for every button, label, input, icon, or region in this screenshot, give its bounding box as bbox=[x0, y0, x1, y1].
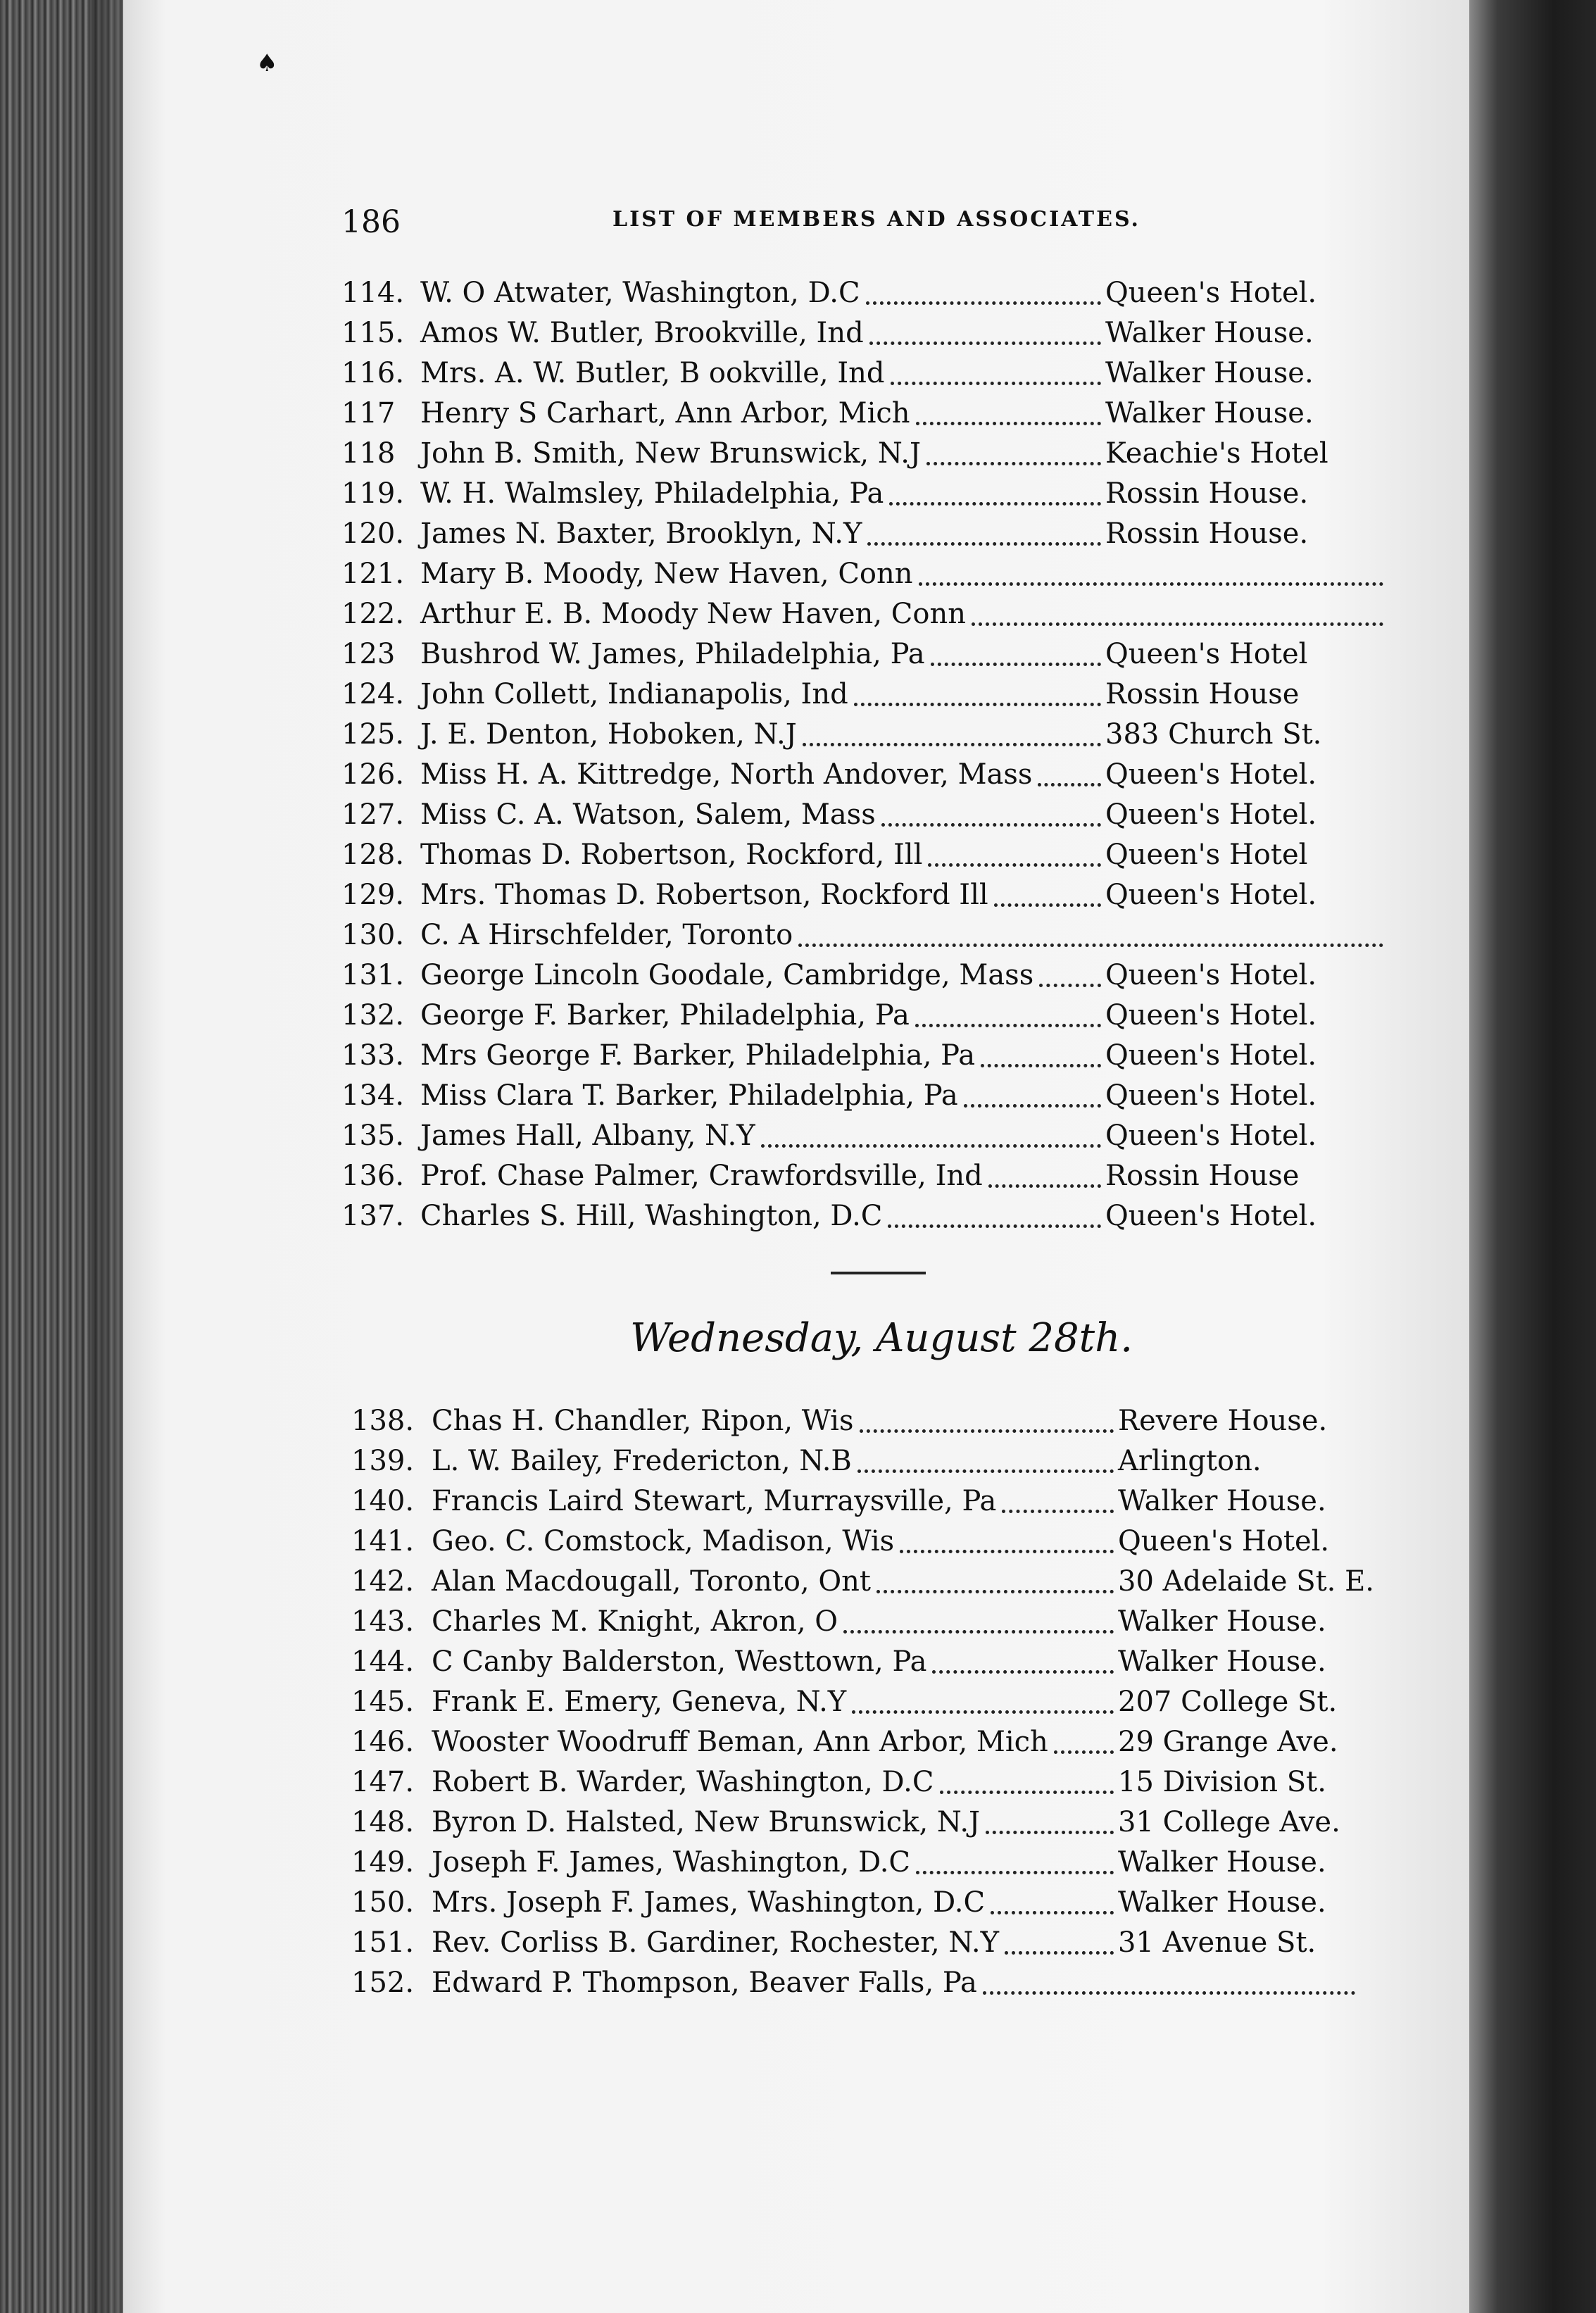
member-entry bbox=[341, 1116, 1397, 1156]
dot-leader bbox=[981, 1036, 1101, 1076]
entry-number: 126. bbox=[341, 758, 405, 791]
hotel-address: Queen's Hotel. bbox=[1105, 1120, 1317, 1152]
member-entry bbox=[341, 1156, 1397, 1196]
member-entry bbox=[341, 795, 1397, 835]
member-name: James N. Baxter, Brooklyn, N.Y bbox=[420, 518, 862, 550]
member-entry bbox=[341, 915, 1397, 955]
member-name: Miss Clara T. Barker, Philadelphia, Pa bbox=[420, 1079, 958, 1112]
member-name: George Lincoln Goodale, Cambridge, Mass bbox=[420, 959, 1034, 991]
entry-number: 140. bbox=[351, 1485, 415, 1517]
member-entry bbox=[341, 1722, 1397, 1762]
dot-leader bbox=[881, 795, 1101, 835]
entry-number: 115. bbox=[341, 317, 405, 349]
member-name: Bushrod W. James, Philadelphia, Pa bbox=[420, 638, 925, 670]
entry-number: 148. bbox=[351, 1806, 415, 1838]
member-entry bbox=[341, 1481, 1397, 1522]
entry-number: 151. bbox=[351, 1926, 415, 1959]
member-entry bbox=[341, 313, 1397, 353]
member-name: Chas H. Chandler, Ripon, Wis bbox=[432, 1405, 854, 1437]
member-name: Arthur E. B. Moody New Haven, Conn bbox=[420, 598, 966, 630]
hotel-address: Queen's Hotel. bbox=[1105, 277, 1317, 309]
entry-number: 132. bbox=[341, 999, 405, 1032]
member-entry bbox=[341, 1036, 1397, 1076]
entry-number: 138. bbox=[351, 1405, 415, 1437]
member-list-tuesday bbox=[341, 273, 1397, 1236]
entry-number: 114. bbox=[341, 277, 405, 309]
entry-number: 150. bbox=[351, 1886, 415, 1919]
dot-leader bbox=[857, 1441, 1114, 1481]
member-entry bbox=[341, 1682, 1397, 1722]
entry-number: 135. bbox=[341, 1120, 405, 1152]
entry-number: 123 bbox=[341, 638, 396, 670]
entry-number: 125. bbox=[341, 718, 405, 751]
entry-number: 134. bbox=[341, 1079, 405, 1112]
hotel-address: Walker House. bbox=[1105, 397, 1314, 430]
member-name: Mrs. Joseph F. James, Washington, D.C bbox=[432, 1886, 986, 1919]
entry-number: 116. bbox=[341, 357, 405, 389]
dot-leader bbox=[991, 1883, 1114, 1923]
member-entry bbox=[341, 1522, 1397, 1562]
dot-leader bbox=[803, 715, 1101, 755]
dot-leader bbox=[843, 1602, 1114, 1642]
member-entry bbox=[341, 1441, 1397, 1481]
entry-number: 149. bbox=[351, 1846, 415, 1879]
dot-leader bbox=[1038, 755, 1101, 795]
hotel-address: Walker House. bbox=[1118, 1646, 1326, 1678]
hotel-address: Queen's Hotel. bbox=[1118, 1525, 1330, 1557]
entry-number: 136. bbox=[341, 1160, 405, 1192]
dot-leader bbox=[852, 1682, 1114, 1722]
member-name: C. A Hirschfelder, Toronto bbox=[420, 919, 793, 951]
entry-number: 119. bbox=[341, 477, 405, 510]
member-entry bbox=[341, 1963, 1397, 2003]
dot-leader bbox=[940, 1762, 1114, 1803]
member-name: Miss H. A. Kittredge, North Andover, Mass bbox=[420, 758, 1033, 791]
hotel-address: Revere House. bbox=[1118, 1405, 1328, 1437]
entry-number: 144. bbox=[351, 1646, 415, 1678]
member-name: Henry S Carhart, Ann Arbor, Mich bbox=[420, 397, 910, 430]
dot-leader bbox=[867, 514, 1101, 554]
member-name: Mrs. Thomas D. Robertson, Rockford Ill bbox=[420, 879, 988, 911]
dot-leader bbox=[876, 1562, 1114, 1602]
hotel-address: 207 College St. bbox=[1118, 1686, 1338, 1718]
member-entry bbox=[341, 1642, 1397, 1682]
entry-number: 124. bbox=[341, 678, 405, 710]
entry-number: 137. bbox=[341, 1200, 405, 1232]
member-entry bbox=[341, 594, 1397, 634]
entry-number: 118 bbox=[341, 437, 396, 470]
hotel-address: Walker House. bbox=[1105, 357, 1314, 389]
hotel-address: Queen's Hotel. bbox=[1105, 1200, 1317, 1232]
member-entry bbox=[341, 1602, 1397, 1642]
member-name: W. O Atwater, Washington, D.C bbox=[420, 277, 860, 309]
hotel-address: 15 Division St. bbox=[1118, 1766, 1326, 1798]
entry-number: 147. bbox=[351, 1766, 415, 1798]
dot-leader bbox=[889, 474, 1101, 514]
hotel-address: Walker House. bbox=[1118, 1605, 1326, 1638]
entry-number: 129. bbox=[341, 879, 405, 911]
entry-number: 143. bbox=[351, 1605, 415, 1638]
hotel-address: Queen's Hotel. bbox=[1105, 999, 1317, 1032]
hotel-address: Keachie's Hotel bbox=[1105, 437, 1328, 470]
member-name: John B. Smith, New Brunswick, N.J bbox=[420, 437, 922, 470]
member-entry bbox=[341, 273, 1397, 313]
member-name: C Canby Balderston, Westtown, Pa bbox=[432, 1646, 927, 1678]
running-title: LIST OF MEMBERS AND ASSOCIATES. bbox=[612, 207, 1141, 232]
entry-number: 117 bbox=[341, 397, 396, 430]
hotel-address: Queen's Hotel. bbox=[1105, 798, 1317, 831]
member-name: James Hall, Albany, N.Y bbox=[420, 1120, 755, 1152]
member-entry bbox=[341, 715, 1397, 755]
dot-leader bbox=[928, 835, 1101, 875]
hotel-address: 31 Avenue St. bbox=[1118, 1926, 1317, 1959]
member-name: Miss C. A. Watson, Salem, Mass bbox=[420, 798, 876, 831]
entry-number: 121. bbox=[341, 558, 405, 590]
page-mark: ♠ bbox=[256, 49, 278, 77]
dot-leader bbox=[798, 915, 1383, 955]
hotel-address: Walker House. bbox=[1105, 317, 1314, 349]
member-name: George F. Barker, Philadelphia, Pa bbox=[420, 999, 910, 1032]
member-entry bbox=[341, 1196, 1397, 1236]
member-entry bbox=[341, 1562, 1397, 1602]
dot-leader bbox=[919, 554, 1383, 594]
entry-number: 128. bbox=[341, 839, 405, 871]
dot-leader bbox=[1054, 1722, 1114, 1762]
dot-leader bbox=[932, 1642, 1114, 1682]
hotel-address: Queen's Hotel. bbox=[1105, 959, 1317, 991]
entry-number: 130. bbox=[341, 919, 405, 951]
dot-leader bbox=[926, 434, 1101, 474]
hotel-address: 31 College Ave. bbox=[1118, 1806, 1340, 1838]
hotel-address: Rossin House bbox=[1105, 678, 1300, 710]
entry-number: 122. bbox=[341, 598, 405, 630]
hotel-address: Walker House. bbox=[1118, 1886, 1326, 1919]
member-entry bbox=[341, 1076, 1397, 1116]
member-name: Frank E. Emery, Geneva, N.Y bbox=[432, 1686, 847, 1718]
hotel-address: 29 Grange Ave. bbox=[1118, 1726, 1338, 1758]
member-entry bbox=[341, 955, 1397, 996]
member-entry bbox=[341, 755, 1397, 795]
member-entry bbox=[341, 675, 1397, 715]
dot-leader bbox=[761, 1116, 1101, 1156]
member-name: Rev. Corliss B. Gardiner, Rochester, N.Y bbox=[432, 1926, 999, 1959]
member-entry bbox=[341, 1762, 1397, 1803]
member-entry bbox=[341, 554, 1397, 594]
hotel-address: Rossin House bbox=[1105, 1160, 1300, 1192]
member-entry bbox=[341, 1883, 1397, 1923]
page-header bbox=[341, 204, 1271, 246]
member-entry bbox=[341, 875, 1397, 915]
member-entry bbox=[341, 434, 1397, 474]
entry-number: 145. bbox=[351, 1686, 415, 1718]
hotel-address: Queen's Hotel. bbox=[1105, 758, 1317, 791]
right-page-edge bbox=[1469, 0, 1596, 2313]
member-name: Mrs George F. Barker, Philadelphia, Pa bbox=[420, 1039, 976, 1072]
entry-number: 131. bbox=[341, 959, 405, 991]
dot-leader bbox=[854, 675, 1101, 715]
entry-number: 152. bbox=[351, 1967, 415, 1999]
page-number: 186 bbox=[341, 204, 401, 240]
entry-number: 146. bbox=[351, 1726, 415, 1758]
hotel-address: 383 Church St. bbox=[1105, 718, 1322, 751]
member-name: Geo. C. Comstock, Madison, Wis bbox=[432, 1525, 895, 1557]
member-name: Alan Macdougall, Toronto, Ont bbox=[432, 1565, 871, 1598]
dot-leader bbox=[972, 594, 1383, 634]
hotel-address: Queen's Hotel. bbox=[1105, 879, 1317, 911]
dot-leader bbox=[983, 1963, 1355, 2003]
dot-leader bbox=[964, 1076, 1101, 1116]
dot-leader bbox=[916, 394, 1101, 434]
hotel-address: Queen's Hotel bbox=[1105, 638, 1308, 670]
hotel-address: Rossin House. bbox=[1105, 477, 1309, 510]
entry-number: 141. bbox=[351, 1525, 415, 1557]
dot-leader bbox=[900, 1522, 1114, 1562]
member-entry bbox=[341, 996, 1397, 1036]
member-name: Mrs. A. W. Butler, B ookville, Ind bbox=[420, 357, 885, 389]
dot-leader bbox=[1002, 1481, 1114, 1522]
entry-number: 120. bbox=[341, 518, 405, 550]
member-name: L. W. Bailey, Fredericton, N.B bbox=[432, 1445, 852, 1477]
entry-number: 127. bbox=[341, 798, 405, 831]
hotel-address: 30 Adelaide St. E. bbox=[1118, 1565, 1375, 1598]
member-name: Mary B. Moody, New Haven, Conn bbox=[420, 558, 913, 590]
member-entry bbox=[341, 1401, 1397, 1441]
entry-number: 139. bbox=[351, 1445, 415, 1477]
hotel-address: Walker House. bbox=[1118, 1846, 1326, 1879]
entry-number: 142. bbox=[351, 1565, 415, 1598]
member-name: Charles M. Knight, Akron, O bbox=[432, 1605, 838, 1638]
dot-leader bbox=[988, 1156, 1101, 1196]
member-name: Edward P. Thompson, Beaver Falls, Pa bbox=[432, 1967, 977, 1999]
member-name: Prof. Chase Palmer, Crawfordsville, Ind bbox=[420, 1160, 983, 1192]
hotel-address: Queen's Hotel bbox=[1105, 839, 1308, 871]
dot-leader bbox=[915, 996, 1101, 1036]
member-entry bbox=[341, 1843, 1397, 1883]
hotel-address: Queen's Hotel. bbox=[1105, 1079, 1317, 1112]
member-entry bbox=[341, 353, 1397, 394]
hotel-address: Walker House. bbox=[1118, 1485, 1326, 1517]
member-name: Joseph F. James, Washington, D.C bbox=[432, 1846, 911, 1879]
hotel-address: Arlington. bbox=[1118, 1445, 1262, 1477]
dot-leader bbox=[931, 634, 1101, 675]
hotel-address: Rossin House. bbox=[1105, 518, 1309, 550]
member-name: Byron D. Halsted, New Brunswick, N.J bbox=[432, 1806, 981, 1838]
dot-leader bbox=[860, 1401, 1114, 1441]
member-name: W. H. Walmsley, Philadelphia, Pa bbox=[420, 477, 884, 510]
member-name: Charles S. Hill, Washington, D.C bbox=[420, 1200, 883, 1232]
member-name: Robert B. Warder, Washington, D.C bbox=[432, 1766, 934, 1798]
member-name: Thomas D. Robertson, Rockford, Ill bbox=[420, 839, 923, 871]
member-entry bbox=[341, 634, 1397, 675]
member-name: John Collett, Indianapolis, Ind bbox=[420, 678, 848, 710]
dot-leader bbox=[1005, 1923, 1114, 1963]
member-name: Wooster Woodruff Beman, Ann Arbor, Mich bbox=[432, 1726, 1048, 1758]
member-list-wednesday bbox=[341, 1401, 1397, 2003]
member-entry bbox=[341, 474, 1397, 514]
dot-leader bbox=[888, 1196, 1101, 1236]
member-entry bbox=[341, 835, 1397, 875]
section-divider bbox=[831, 1272, 926, 1274]
dot-leader bbox=[1039, 955, 1101, 996]
member-name: Amos W. Butler, Brookville, Ind bbox=[420, 317, 864, 349]
section-heading: Wednesday, August 28th. bbox=[630, 1315, 1133, 1361]
member-entry bbox=[341, 1923, 1397, 1963]
dot-leader bbox=[994, 875, 1101, 915]
dot-leader bbox=[891, 353, 1101, 394]
entry-number: 133. bbox=[341, 1039, 405, 1072]
dot-leader bbox=[866, 273, 1101, 313]
hotel-address: Queen's Hotel. bbox=[1105, 1039, 1317, 1072]
dot-leader bbox=[986, 1803, 1114, 1843]
dot-leader bbox=[869, 313, 1101, 353]
member-name: Francis Laird Stewart, Murraysville, Pa bbox=[432, 1485, 997, 1517]
member-name: J. E. Denton, Hoboken, N.J bbox=[420, 718, 797, 751]
dot-leader bbox=[916, 1843, 1114, 1883]
member-entry bbox=[341, 1803, 1397, 1843]
member-entry bbox=[341, 394, 1397, 434]
member-entry bbox=[341, 514, 1397, 554]
